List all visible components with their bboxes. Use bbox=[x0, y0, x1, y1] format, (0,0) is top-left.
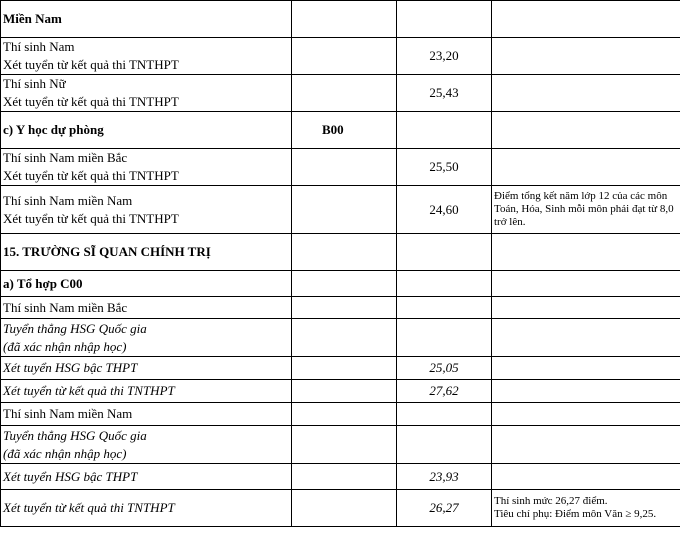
table-row bbox=[1, 319, 680, 357]
program-label: Thí sinh Nữ bbox=[3, 76, 66, 91]
note-line: Điểm tổng kết năm lớp 12 của các môn bbox=[494, 190, 668, 202]
subject-group-cell bbox=[292, 319, 397, 357]
program-cell bbox=[1, 490, 292, 527]
subject-group-cell bbox=[292, 490, 397, 527]
score-cell: 25,05 bbox=[397, 357, 492, 380]
table-row bbox=[1, 149, 680, 186]
program-label: 15. TRƯỜNG SĨ QUAN CHÍNH TRỊ bbox=[3, 244, 211, 259]
score-cell: 25,43 bbox=[397, 75, 492, 112]
table-row bbox=[1, 234, 680, 271]
score-cell: 23,20 bbox=[397, 38, 492, 75]
program-label: Thí sinh Nam miền Bắc bbox=[3, 299, 128, 315]
program-label: a) Tổ hợp C00 bbox=[3, 275, 83, 291]
note-line: Toán, Hóa, Sinh mỗi môn phải đạt từ 8,0 bbox=[494, 203, 674, 215]
program-label: Xét tuyển từ kết quả thi TNTHPT bbox=[3, 383, 175, 398]
note-cell bbox=[492, 380, 680, 403]
program-label: Thí sinh Nam bbox=[3, 39, 75, 54]
score-cell: 24,60 bbox=[397, 186, 492, 234]
table-row bbox=[1, 380, 680, 403]
table-row bbox=[1, 186, 680, 234]
program-cell bbox=[1, 403, 292, 426]
subject-group-cell: B00 bbox=[292, 112, 397, 149]
table-row bbox=[1, 403, 680, 426]
note-cell bbox=[492, 112, 680, 149]
program-label: (đã xác nhận nhập học) bbox=[3, 445, 127, 461]
table-row bbox=[1, 490, 680, 527]
subject-group-cell bbox=[292, 464, 397, 490]
subject-group-cell bbox=[292, 403, 397, 426]
subject-group-cell bbox=[292, 149, 397, 186]
program-label: Xét tuyển từ kết quả thi TNTHPT bbox=[3, 210, 179, 226]
program-cell bbox=[1, 186, 292, 234]
score-cell: 27,62 bbox=[397, 380, 492, 403]
program-label: Xét tuyển từ kết quả thi TNTHPT bbox=[3, 500, 175, 515]
table-row bbox=[1, 271, 680, 297]
subject-group-cell bbox=[292, 234, 397, 271]
program-cell bbox=[1, 380, 292, 403]
table-row bbox=[1, 426, 680, 464]
score-cell bbox=[397, 426, 492, 464]
score-cell bbox=[397, 234, 492, 271]
subject-group-cell bbox=[292, 1, 397, 38]
note-cell bbox=[492, 357, 680, 380]
subject-group-cell bbox=[292, 38, 397, 75]
program-cell bbox=[1, 38, 292, 75]
subject-group-cell bbox=[292, 297, 397, 319]
program-label: Tuyển thẳng HSG Quốc gia bbox=[3, 427, 147, 443]
program-label: Thí sinh Nam miền Nam bbox=[3, 406, 133, 421]
program-cell bbox=[1, 319, 292, 357]
score-cell: 23,93 bbox=[397, 464, 492, 490]
program-cell bbox=[1, 271, 292, 297]
table-row bbox=[1, 1, 680, 38]
note-line: Tiêu chí phụ: Điểm môn Văn ≥ 9,25. bbox=[494, 508, 657, 520]
program-cell bbox=[1, 357, 292, 380]
program-label: Thí sinh Nam miền Bắc bbox=[3, 150, 128, 165]
subject-group-cell bbox=[292, 380, 397, 403]
note-cell bbox=[492, 271, 680, 297]
program-label: Xét tuyển HSG bậc THPT bbox=[3, 360, 138, 375]
program-cell bbox=[1, 75, 292, 112]
subject-group-cell bbox=[292, 186, 397, 234]
program-label: c) Y học dự phòng bbox=[3, 122, 104, 137]
note-cell bbox=[492, 297, 680, 319]
note-cell bbox=[492, 426, 680, 464]
note-cell bbox=[492, 38, 680, 75]
program-label: Xét tuyển HSG bậc THPT bbox=[3, 468, 138, 484]
note-cell bbox=[492, 490, 680, 527]
table-row bbox=[1, 297, 680, 319]
program-label: Miền Nam bbox=[3, 11, 62, 26]
table-row bbox=[1, 112, 680, 149]
score-cell: 26,27 bbox=[397, 490, 492, 527]
program-label: Xét tuyển từ kết quả thi TNTHPT bbox=[3, 94, 179, 109]
subject-group-cell bbox=[292, 426, 397, 464]
program-label: Tuyển thẳng HSG Quốc gia bbox=[3, 320, 147, 336]
note-line: Thí sinh mức 26,27 điểm. bbox=[494, 495, 608, 507]
program-cell bbox=[1, 234, 292, 271]
score-cell bbox=[397, 112, 492, 149]
note-line: trở lên. bbox=[494, 216, 526, 228]
program-label: Xét tuyển từ kết quả thi TNTHPT bbox=[3, 168, 179, 183]
program-cell bbox=[1, 1, 292, 38]
table-row bbox=[1, 38, 680, 75]
program-label: Xét tuyển từ kết quả thi TNTHPT bbox=[3, 57, 179, 72]
subject-group-cell bbox=[292, 357, 397, 380]
table-row bbox=[1, 357, 680, 380]
note-cell bbox=[492, 403, 680, 426]
note-cell bbox=[492, 186, 680, 234]
score-cell bbox=[397, 1, 492, 38]
program-cell bbox=[1, 112, 292, 149]
score-cell bbox=[397, 319, 492, 357]
note-cell bbox=[492, 149, 680, 186]
subject-group-cell bbox=[292, 271, 397, 297]
score-cell bbox=[397, 271, 492, 297]
program-cell bbox=[1, 149, 292, 186]
program-cell bbox=[1, 464, 292, 490]
note-cell bbox=[492, 1, 680, 38]
score-cell bbox=[397, 297, 492, 319]
subject-group-cell bbox=[292, 75, 397, 112]
note-cell bbox=[492, 319, 680, 357]
note-cell bbox=[492, 234, 680, 271]
note-cell bbox=[492, 75, 680, 112]
score-cell: 25,50 bbox=[397, 149, 492, 186]
program-cell bbox=[1, 297, 292, 319]
program-label: (đã xác nhận nhập học) bbox=[3, 338, 127, 354]
program-label: Thí sinh Nam miền Nam bbox=[3, 192, 133, 208]
note-cell bbox=[492, 464, 680, 490]
score-cell bbox=[397, 403, 492, 426]
table-row bbox=[1, 464, 680, 490]
program-cell bbox=[1, 426, 292, 464]
table-row bbox=[1, 75, 680, 112]
